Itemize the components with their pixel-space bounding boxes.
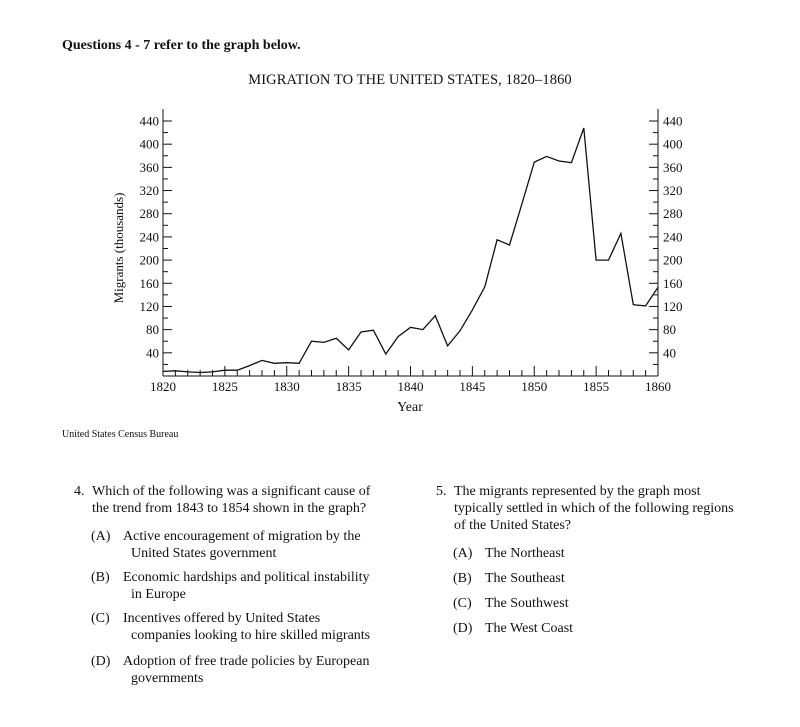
y-tick-label: 160 xyxy=(139,275,159,291)
question-number: 5. xyxy=(436,484,447,499)
choice-letter: (A) xyxy=(453,546,473,561)
x-tick-label: 1840 xyxy=(397,379,424,394)
y-tick-label: 280 xyxy=(663,206,683,222)
y-tick-label: 240 xyxy=(139,229,159,245)
choice-a[interactable] xyxy=(91,528,374,562)
y-tick-label: 400 xyxy=(139,136,159,152)
choice-c[interactable] xyxy=(453,595,736,612)
question-4 xyxy=(74,483,374,687)
choice-b[interactable] xyxy=(453,570,736,587)
source-credit: United States Census Bureau xyxy=(62,429,179,440)
x-axis-label: Year xyxy=(397,400,423,415)
question-text: Which of the following was a significant cause of the trend from 1843 to 1854 shown in the graph? xyxy=(92,484,371,516)
x-tick-label: 1825 xyxy=(211,379,238,394)
x-tick-label: 1845 xyxy=(459,379,486,394)
migration-series-line xyxy=(163,128,658,373)
y-tick-label: 40 xyxy=(663,345,676,361)
choice-text: The Southeast xyxy=(485,571,565,586)
choice-text: The West Coast xyxy=(485,621,574,636)
y-tick-label: 400 xyxy=(663,136,683,152)
x-tick-label: 1830 xyxy=(273,379,300,394)
choice-letter: (C) xyxy=(91,611,110,626)
x-tick-label: 1820 xyxy=(150,379,176,394)
choice-text: The Northeast xyxy=(485,546,565,561)
choice-text: The Southwest xyxy=(485,596,569,611)
choice-b[interactable] xyxy=(91,569,374,603)
choice-text: Economic hardships and political instability in Europe xyxy=(123,570,370,602)
y-tick-label: 360 xyxy=(663,159,683,175)
y-tick-label: 200 xyxy=(139,252,159,268)
y-tick-label: 320 xyxy=(663,183,683,199)
y-tick-label: 240 xyxy=(663,229,683,245)
choice-letter: (D) xyxy=(453,621,473,636)
choice-letter: (B) xyxy=(453,571,472,586)
x-tick-label: 1835 xyxy=(335,379,362,394)
questions-header: Questions 4 - 7 refer to the graph below. xyxy=(62,38,301,53)
choice-text: Active encouragement of migration by the United States government xyxy=(123,529,361,561)
y-tick-label: 80 xyxy=(663,322,676,338)
choice-text: Incentives offered by United States companies looking to hire skilled migrants xyxy=(123,611,371,643)
choice-a[interactable] xyxy=(453,545,736,562)
y-tick-label: 80 xyxy=(146,322,159,338)
y-tick-label: 440 xyxy=(663,113,683,129)
choice-d[interactable] xyxy=(453,620,736,637)
y-tick-label: 40 xyxy=(146,345,159,361)
choice-letter: (D) xyxy=(91,654,111,669)
choice-text: Adoption of free trade policies by European governments xyxy=(123,654,370,686)
question-text: The migrants represented by the graph most typically settled in which of the following regions of the United States? xyxy=(454,484,734,533)
y-tick-label: 320 xyxy=(139,183,159,199)
chart-title: MIGRATION TO THE UNITED STATES, 1820–1860 xyxy=(248,72,572,88)
question-stem xyxy=(436,483,736,534)
choice-d[interactable] xyxy=(91,653,374,687)
choice-c[interactable] xyxy=(91,610,374,644)
y-tick-label: 200 xyxy=(663,252,683,268)
y-tick-label: 360 xyxy=(139,159,159,175)
question-stem xyxy=(74,483,374,517)
question-5 xyxy=(436,483,736,637)
y-tick-label: 120 xyxy=(663,298,683,314)
y-tick-label: 440 xyxy=(139,113,159,129)
x-tick-label: 1860 xyxy=(645,379,671,394)
x-tick-label: 1850 xyxy=(521,379,548,394)
y-axis-label: Migrants (thousands) xyxy=(111,192,126,304)
y-tick-label: 160 xyxy=(663,275,683,291)
x-tick-label: 1855 xyxy=(583,379,610,394)
choice-letter: (B) xyxy=(91,570,110,585)
y-tick-label: 120 xyxy=(139,298,159,314)
question-number: 4. xyxy=(74,484,85,499)
choice-letter: (A) xyxy=(91,529,111,544)
y-tick-label: 280 xyxy=(139,206,159,222)
choice-letter: (C) xyxy=(453,596,472,611)
